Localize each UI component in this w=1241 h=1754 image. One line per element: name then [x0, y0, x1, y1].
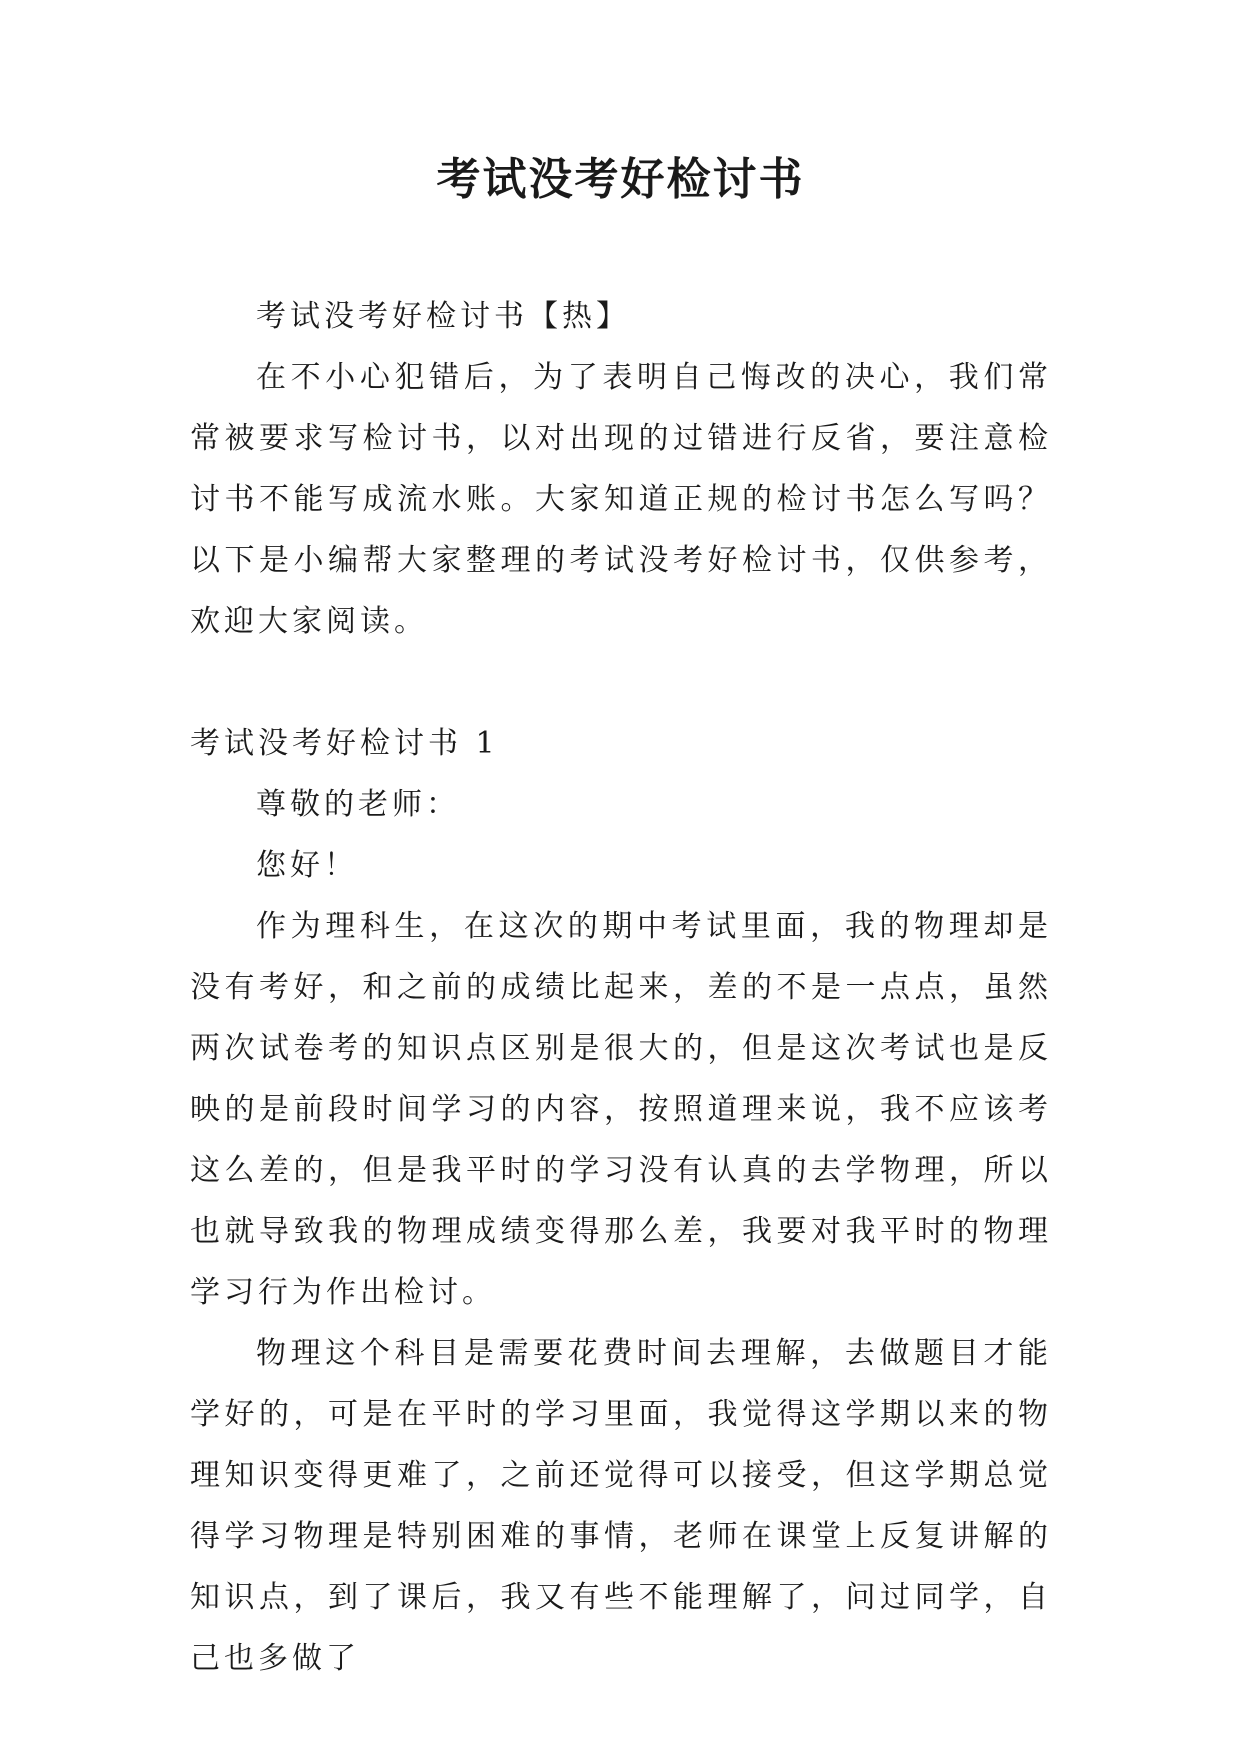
greeting: 您好！: [256, 848, 358, 883]
body-paragraph: 作为理科生，在这次的期中考试里面，我的物理却是没有考好，和之前的成绩比起来，差的不是一点点，虽然两次试卷考的知识点区别是很大的，但是这次考试也是反映的是前段时间学习的内容，按照道理来说，我不应该考这么差的，但是我平时的学习没有认真的去学物理，所以也就导致我的物理成绩变得那么差，我要对我平时的物理学习行为作出检讨。: [190, 909, 1052, 1310]
body-paragraph: 物理这个科目是需要花费时间去理解，去做题目才能学好的，可是在平时的学习里面，我觉得这学期以来的物理知识变得更难了，之前还觉得可以接受，但这学期总觉得学习物理是特别困难的事情，老师在课堂上反复讲解的知识点，到了课后，我又有些不能理解了，问过同学，自己也多做了: [190, 1336, 1052, 1676]
section-heading: 考试没考好检讨书 1: [190, 726, 499, 761]
intro-paragraph: 在不小心犯错后，为了表明自己悔改的决心，我们常常被要求写检讨书，以对出现的过错进行反省，要注意检讨书不能写成流水账。大家知道正规的检讨书怎么写吗？以下是小编帮大家整理的考试没考好检讨书，仅供参考，欢迎大家阅读。: [190, 360, 1052, 639]
document-subtitle: 考试没考好检讨书【热】: [256, 299, 630, 334]
salutation: 尊敬的老师：: [256, 787, 460, 822]
document-title: 考试没考好检讨书: [436, 154, 805, 205]
document-body: [190, 286, 1052, 1689]
